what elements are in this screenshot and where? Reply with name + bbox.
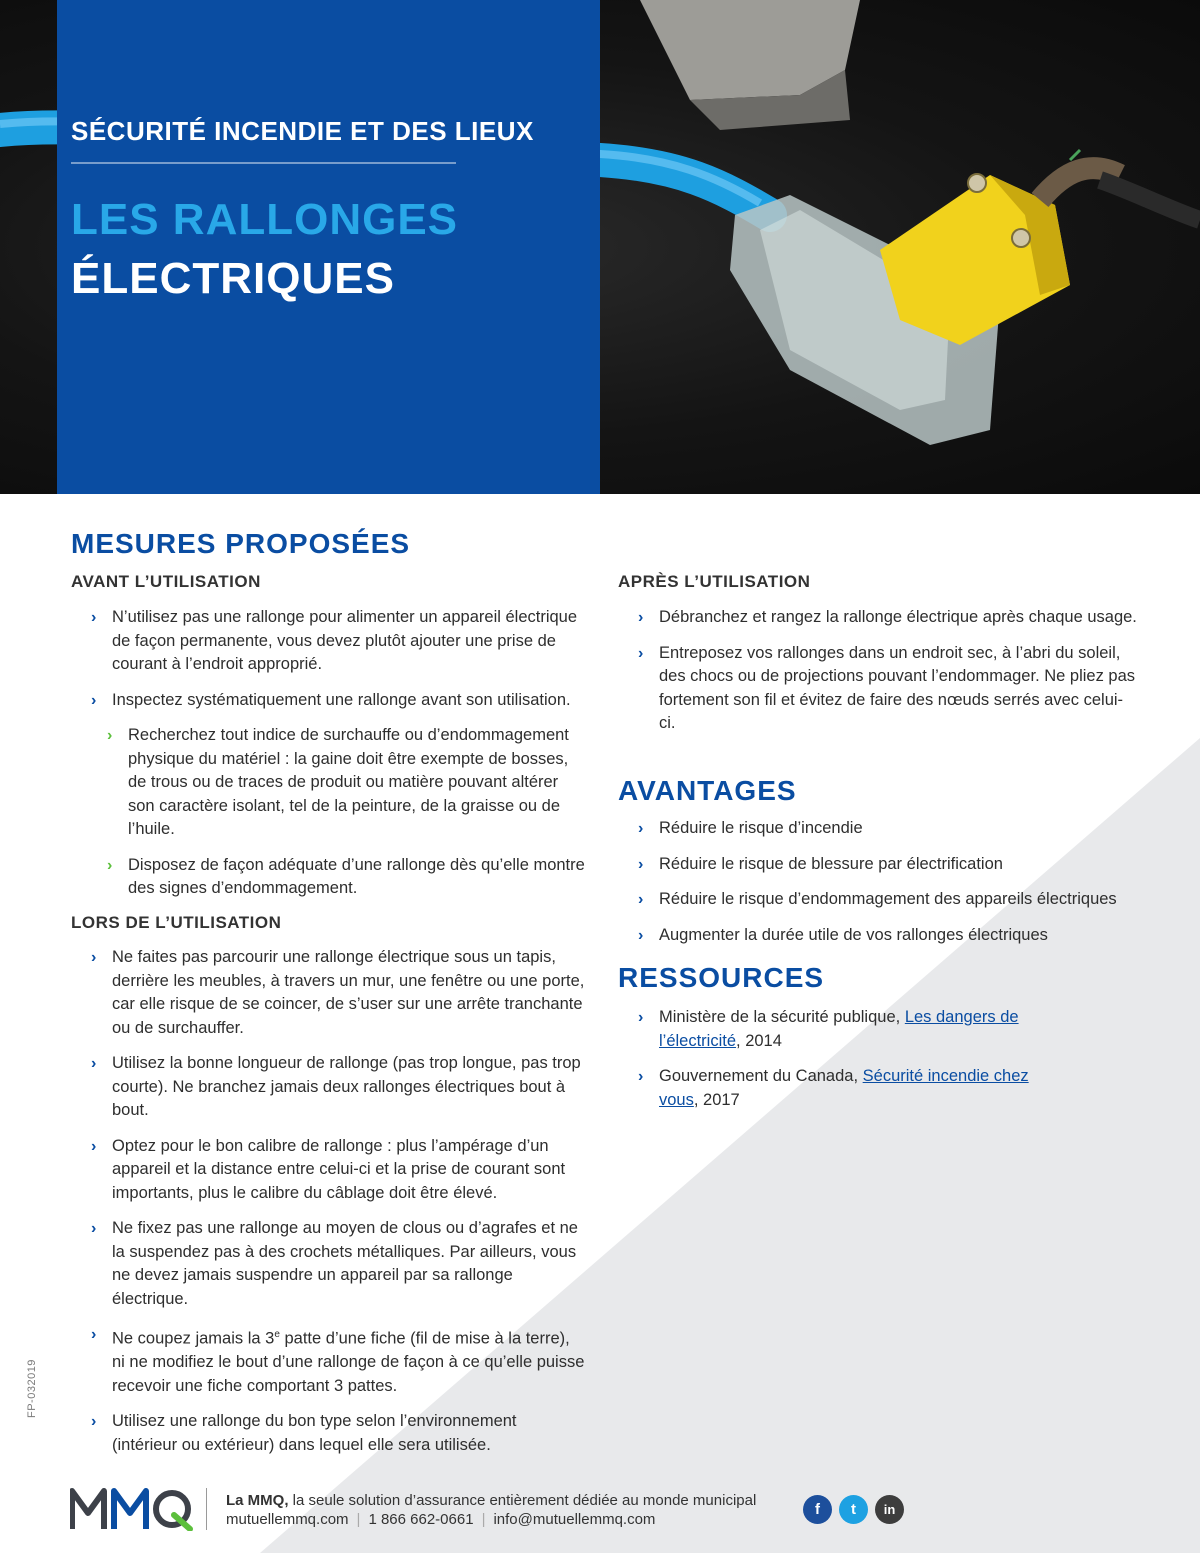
ressources-heading: RESSOURCES bbox=[618, 962, 825, 993]
hero-banner bbox=[0, 0, 1200, 494]
chevron-icon: › bbox=[638, 855, 644, 873]
list-item: › Réduire le risque d’endommagement des appareils électriques bbox=[638, 888, 1148, 912]
list-item: › Utilisez la bonne longueur de rallonge (pas trop longue, pas trop courte). Ne branchez jamais deux rallonges électriques bout à bout. bbox=[91, 1054, 581, 1119]
chevron-icon: › bbox=[91, 1137, 97, 1155]
apres-heading: APRÈS L’UTILISATION bbox=[618, 572, 811, 591]
chevron-icon: › bbox=[91, 1413, 97, 1430]
linkedin-icon[interactable]: in bbox=[875, 1495, 904, 1524]
chevron-icon: › bbox=[107, 727, 113, 744]
list-item: › Augmenter la durée utile de vos rallonges électriques bbox=[638, 924, 1148, 948]
phone-number[interactable]: 1 866 662-0661 bbox=[368, 1511, 474, 1528]
chevron-icon: › bbox=[107, 856, 113, 874]
ressources-list bbox=[638, 1006, 1058, 1124]
lors-heading: LORS DE L’UTILISATION bbox=[71, 913, 282, 932]
chevron-icon: › bbox=[91, 691, 97, 709]
chevron-icon: › bbox=[638, 609, 644, 626]
list-item: › Réduire le risque d’incendie bbox=[638, 817, 1148, 841]
avantages-list bbox=[638, 817, 1148, 959]
list-item: › Optez pour le bon calibre de rallonge : plus l’ampérage d’un appareil et la distance entre celui-ci et la prise de courant sont importants, plus le calibre du câblage doit être élevé. bbox=[91, 1136, 566, 1202]
footer-tagline: La MMQ, la seule solution d’assurance entièrement dédiée au monde municipal bbox=[226, 1492, 757, 1509]
avantages-heading: AVANTAGES bbox=[618, 775, 797, 806]
chevron-icon: › bbox=[91, 609, 97, 626]
list-item: › Ministère de la sécurité publique, Les dangers de l’électricité, 2014 bbox=[638, 1008, 1019, 1050]
link-dangers-electricite[interactable]: Les dangers de l’électricité bbox=[659, 1008, 1019, 1050]
list-item: › Ne faites pas parcourir une rallonge électrique sous un tapis, derrière les meubles, à travers un mur, une fenêtre ou une porte, car elle risque de se coincer, de s’user sur une arrête tranchante ou de surchauffer. bbox=[91, 948, 585, 1037]
chevron-icon: › bbox=[638, 820, 644, 837]
chevron-icon: › bbox=[91, 949, 97, 966]
avant-heading: AVANT L’UTILISATION bbox=[71, 572, 261, 591]
list-item: › Gouvernement du Canada, Sécurité incendie chez vous, 2017 bbox=[638, 1067, 1029, 1109]
avant-list bbox=[91, 606, 586, 913]
list-item: › Utilisez une rallonge du bon type selon l’environnement (intérieur ou extérieur) dans lequel elle sera utilisée. bbox=[91, 1412, 517, 1454]
chevron-icon: › bbox=[638, 926, 644, 944]
list-item: › Réduire le risque de blessure par électrification bbox=[638, 853, 1148, 877]
list-item: › Débranchez et rangez la rallonge électrique après chaque usage. bbox=[638, 606, 1138, 630]
list-item: › Ne fixez pas une rallonge au moyen de clous ou d’agrafes et ne la suspendez pas à des crochets métalliques. Par ailleurs, vous ne devez jamais suspendre un appareil par sa rallonge électrique. bbox=[91, 1219, 578, 1308]
facebook-icon[interactable]: f bbox=[803, 1495, 832, 1524]
category-kicker: SÉCURITÉ INCENDIE ET DES LIEUX bbox=[71, 116, 534, 146]
footer-divider bbox=[206, 1488, 207, 1530]
sub-list-item: › Disposez de façon adéquate d’une rallonge dès qu’elle montre des signes d’endommagement. bbox=[107, 855, 585, 897]
hero-panel bbox=[57, 0, 600, 494]
document-code: FP-032019 bbox=[26, 1359, 38, 1418]
sub-list-item: › Recherchez tout indice de surchauffe ou d’endommagement physique du matériel : la gaine doit être exempte de bosses, de trous ou de traces de produit ou matière pouvant altérer son caractère isolant, tel de la peinture, de la graisse ou de l’huile. bbox=[107, 726, 569, 838]
website-link[interactable]: mutuellemmq.com bbox=[226, 1511, 349, 1528]
chevron-icon: › bbox=[91, 1326, 97, 1343]
chevron-icon: › bbox=[638, 644, 644, 662]
chevron-icon: › bbox=[91, 1055, 97, 1072]
email-link[interactable]: info@mutuellemmq.com bbox=[493, 1511, 656, 1528]
footer-contacts: mutuellemmq.com | 1 866 662-0661 | info@mutuellemmq.com bbox=[226, 1511, 656, 1528]
twitter-icon[interactable]: t bbox=[839, 1495, 868, 1524]
chevron-icon: › bbox=[638, 891, 644, 908]
list-item: › Inspectez systématiquement une rallonge avant son utilisation. bbox=[91, 689, 586, 713]
page-title-line2: ÉLECTRIQUES bbox=[71, 254, 395, 303]
list-item: › N’utilisez pas une rallonge pour alimenter un appareil électrique de façon permanente, vous devez plutôt ajouter une prise de courant à l’endroit approprié. bbox=[91, 608, 578, 673]
kicker-divider bbox=[71, 162, 456, 164]
mesures-heading: MESURES PROPOSÉES bbox=[71, 528, 411, 559]
list-item: › Ne coupez jamais la 3e patte d’une fiche (fil de mise à la terre), ni ne modifiez le bout d’une rallonge de façon à ce qu’elle puisse recevoir une fiche comportant 3 pattes. bbox=[91, 1323, 586, 1398]
mmq-logo bbox=[70, 1487, 194, 1531]
chevron-icon: › bbox=[638, 1009, 644, 1026]
list-item: › Entreposez vos rallonges dans un endroit sec, à l’abri du soleil, des chocs ou de projections pouvant l’endommager. Ne pliez pas fortement son fil et évitez de faire des nœuds serrés avec celui-ci. bbox=[638, 643, 1136, 732]
apres-list bbox=[638, 606, 1138, 748]
chevron-icon: › bbox=[638, 1068, 644, 1085]
link-securite-incendie[interactable]: Sécurité incendie chez vous bbox=[659, 1067, 1029, 1109]
page-title-line1: LES RALLONGES bbox=[71, 195, 459, 244]
chevron-icon: › bbox=[91, 1220, 97, 1237]
lors-list bbox=[91, 946, 586, 1469]
